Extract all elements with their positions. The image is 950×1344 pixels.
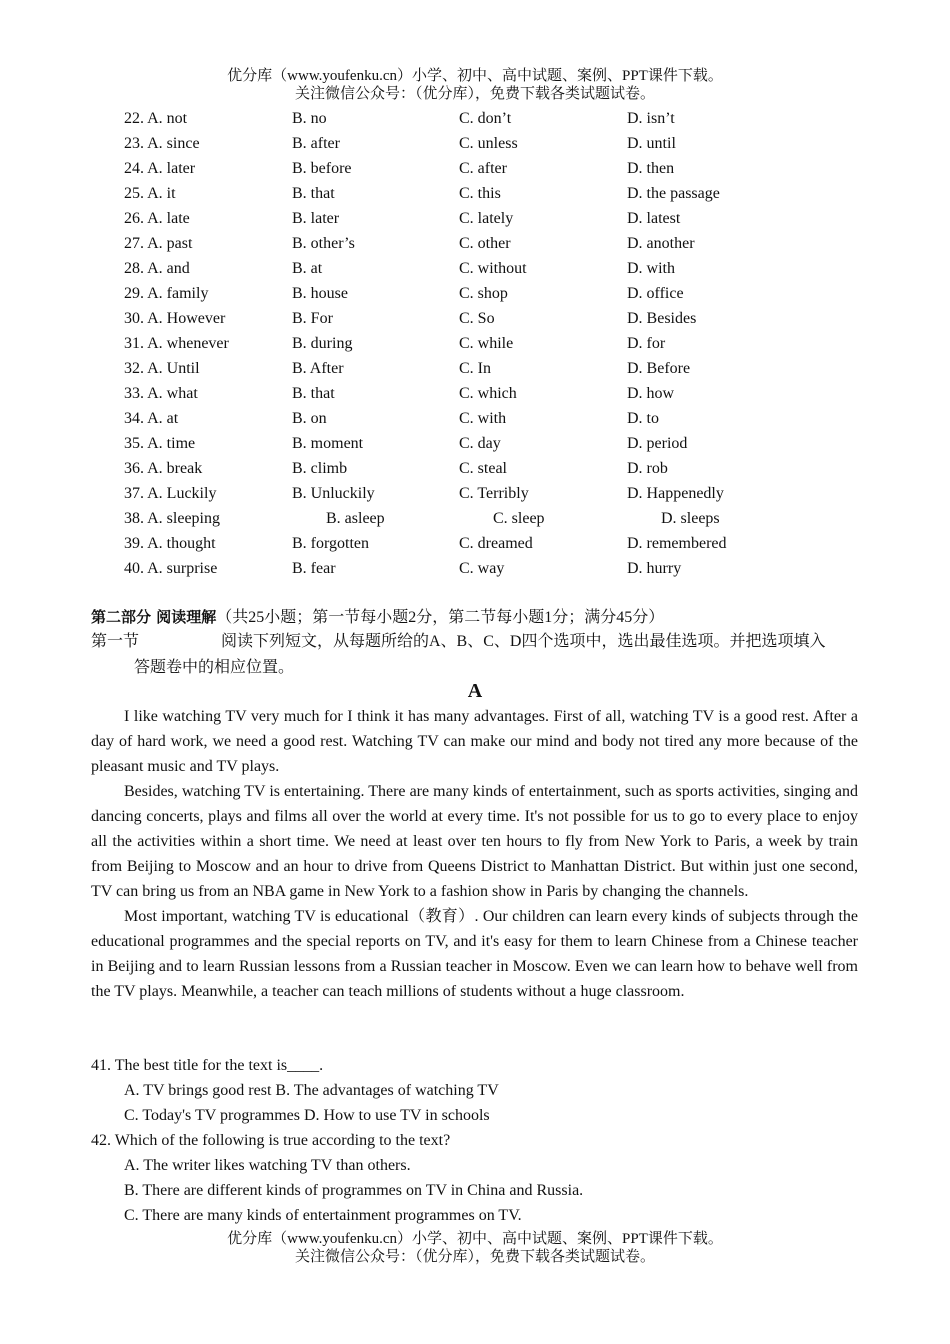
passage-paragraph: Most important, watching TV is educational（教育）. Our children can learn every kinds of subjects through the educational programmes and the special reports on TV, and it's easy for them to learn Chinese from a Chinese teacher in Beijing and to learn Russian lessons from a Russian teacher in Moscow. Even we can learn how to behave well from the TV plays. Meanwhile, a teacher can teach millions of students without a huge classroom. — [91, 908, 858, 1000]
page-header — [0, 67, 950, 103]
option-d: D. remembered — [627, 535, 727, 552]
questions — [91, 1053, 891, 1228]
option-d: D. latest — [627, 210, 681, 227]
option-b: B. during — [292, 335, 353, 352]
section1-text-line2: 答题卷中的相应位置。 — [134, 659, 295, 676]
passage-paragraph: I like watching TV very much for I think it has many advantages. First of all, watching TV is a good rest. After a day of hard work, we need a good rest. Watching TV can make our mind and body not tired any more because of the pleasant music and TV plays. — [91, 708, 858, 775]
option-d: D. Besides — [627, 310, 697, 327]
option-b: B. house — [292, 285, 348, 302]
question-42-option-b: B. There are different kinds of programmes on TV in China and Russia. — [124, 1182, 584, 1199]
option-c: C. dreamed — [459, 535, 533, 552]
option-c: C. lately — [459, 210, 514, 227]
option-c: C. don’t — [459, 110, 512, 127]
option-b: B. on — [292, 410, 327, 427]
option-d: D. then — [627, 160, 675, 177]
option-b: B. moment — [292, 435, 364, 452]
part2-note: （共25小题；第一节每小题2分，第二节每小题1分；满分45分） — [216, 609, 665, 626]
option-b: B. other’s — [292, 235, 355, 252]
option-b: B. Unluckily — [292, 485, 375, 502]
option-d: D. rob — [627, 460, 668, 477]
option-b: B. at — [292, 260, 323, 277]
passage-paragraph: Besides, watching TV is entertaining. There are many kinds of entertainment, such as sports activities, singing and dancing concerts, plays and films all over the world at every time. It's not possible for us to go to every place to enjoy all the activities within a short time. We need at least over ten hours to fly from New York to Paris, a week by train from Beijing to Moscow and an hour to drive from Queens District to Manhattan District. But within just one second, TV can bring us from an NBA game in New York to a fashion show in Paris by changing the channels. — [91, 783, 858, 900]
option-c: C. with — [459, 410, 507, 427]
option-b: B. before — [292, 160, 352, 177]
option-a: 30. A. However — [124, 310, 226, 327]
option-b: B. After — [292, 360, 344, 377]
option-b: B. climb — [292, 460, 348, 477]
option-b: B. that — [292, 385, 335, 402]
option-d: D. for — [627, 335, 666, 352]
option-c: C. without — [459, 260, 527, 277]
option-d: D. until — [627, 135, 676, 152]
option-c: C. day — [459, 435, 501, 452]
part2-heading — [91, 605, 664, 630]
option-d: D. Before — [627, 360, 691, 377]
option-a: 28. A. and — [124, 260, 190, 277]
passage-body — [91, 704, 858, 1004]
section1-name: 第一节 — [91, 633, 140, 650]
option-a: 38. A. sleeping — [124, 510, 220, 527]
option-c: C. way — [459, 560, 505, 577]
question-42-option-c: C. There are many kinds of entertainment programmes on TV. — [124, 1207, 522, 1224]
option-c: C. after — [459, 160, 507, 177]
option-a: 22. A. not — [124, 110, 188, 127]
section1-text-line1: 阅读下列短文，从每题所给的A、B、C、D四个选项中，选出最佳选项。并把选项填入 — [221, 633, 826, 650]
option-c: C. while — [459, 335, 514, 352]
option-a: 27. A. past — [124, 235, 193, 252]
option-b: B. asleep — [326, 510, 385, 527]
footer-line-2: 关注微信公众号：（优分库），免费下载各类试题试卷。 — [294, 1249, 655, 1265]
option-a: 39. A. thought — [124, 535, 216, 552]
option-d: D. with — [627, 260, 675, 277]
option-d: D. hurry — [627, 560, 682, 577]
option-d: D. another — [627, 235, 695, 252]
option-a: 34. A. at — [124, 410, 179, 427]
option-c: C. this — [459, 185, 501, 202]
option-a: 32. A. Until — [124, 360, 200, 377]
option-b: B. after — [292, 135, 340, 152]
option-d: D. isn’t — [627, 110, 675, 127]
option-b: B. For — [292, 310, 333, 327]
option-a: 23. A. since — [124, 135, 200, 152]
header-line-1: 优分库（www.youfenku.cn）小学、初中、高中试题、案例、PPT课件下载。 — [227, 68, 723, 84]
option-d: D. Happenedly — [627, 485, 724, 502]
option-d: D. period — [627, 435, 688, 452]
option-a: 33. A. what — [124, 385, 198, 402]
option-a: 24. A. later — [124, 160, 196, 177]
option-a: 40. A. surprise — [124, 560, 218, 577]
option-c: C. steal — [459, 460, 507, 477]
option-d: D. to — [627, 410, 659, 427]
option-d: D. office — [627, 285, 684, 302]
option-b: B. fear — [292, 560, 336, 577]
option-d: D. the passage — [627, 185, 720, 202]
option-c: C. In — [459, 360, 491, 377]
option-c: C. which — [459, 385, 517, 402]
option-d: D. how — [627, 385, 675, 402]
option-a: 35. A. time — [124, 435, 196, 452]
option-b: B. that — [292, 185, 335, 202]
option-c: C. sleep — [493, 510, 545, 527]
question-41: 41. The best title for the text is____. — [91, 1057, 324, 1074]
option-a: 25. A. it — [124, 185, 176, 202]
option-c: C. other — [459, 235, 511, 252]
passage-title: A — [467, 680, 483, 702]
option-a: 37. A. Luckily — [124, 485, 217, 502]
option-c: C. unless — [459, 135, 518, 152]
option-a: 29. A. family — [124, 285, 209, 302]
part2-title: 第二部分 阅读理解 — [91, 608, 217, 626]
option-a: 36. A. break — [124, 460, 203, 477]
question-42: 42. Which of the following is true according to the text? — [91, 1132, 451, 1149]
option-b: B. forgotten — [292, 535, 370, 552]
question-41-options-2: C. Today's TV programmes D. How to use TV in schools — [124, 1107, 490, 1124]
page-footer — [0, 1230, 950, 1266]
option-b: B. no — [292, 110, 327, 127]
option-c: C. shop — [459, 285, 508, 302]
option-a: 31. A. whenever — [124, 335, 229, 352]
option-a: 26. A. late — [124, 210, 190, 227]
option-c: C. So — [459, 310, 495, 327]
option-b: B. later — [292, 210, 340, 227]
option-c: C. Terribly — [459, 485, 529, 502]
question-41-options-1: A. TV brings good rest B. The advantages of watching TV — [124, 1082, 499, 1099]
header-line-2: 关注微信公众号：（优分库），免费下载各类试题试卷。 — [294, 86, 655, 102]
question-42-option-a: A. The writer likes watching TV than others. — [124, 1157, 411, 1174]
option-d: D. sleeps — [661, 510, 720, 527]
footer-line-1: 优分库（www.youfenku.cn）小学、初中、高中试题、案例、PPT课件下载。 — [227, 1231, 723, 1247]
